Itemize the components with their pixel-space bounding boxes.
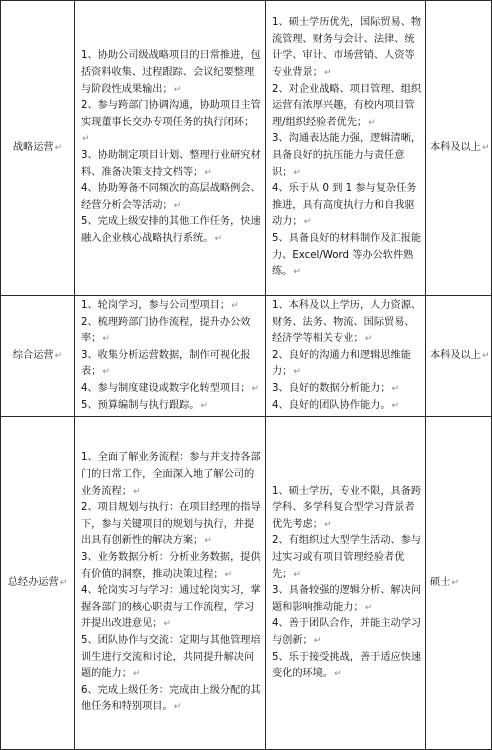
duty-item: 2、项目规划与执行：在项目经理的指导下，参与关键项目的规划与执行，并提出具有创新性的解决方案；↵: [81, 502, 261, 547]
requirement-item: 1、硕士学历优先，国际贸易、物流管理、财务与会计、法律、统计学、审计、市场营销、人资等专业背景；↵: [272, 17, 422, 79]
paragraph-mark: ↵: [82, 134, 90, 145]
education-cell: 本科及以上↵: [426, 296, 492, 417]
requirements-cell: [266, 1, 426, 296]
duties-cell: [75, 296, 266, 417]
paragraph-mark: ↵: [303, 217, 312, 228]
paragraph-mark: ↵: [293, 367, 301, 378]
requirements-cell: [266, 417, 426, 750]
duty-item: 5、团队协作与交流：定期与其他管理培训生进行交流和讨论，共同提升解决问题的能力；↵: [81, 634, 261, 680]
paragraph-mark: ↵: [200, 400, 209, 411]
paragraph-mark: ↵: [173, 84, 182, 95]
duty-item: 2、参与跨部门协调沟通，协助项目主管实现董事长交办专项任务的执行闭环；↵: [81, 100, 261, 145]
duty-item: 3、收集分析运营数据，制作可视化报表；↵: [81, 349, 251, 378]
paragraph-mark: ↵: [323, 68, 332, 79]
education-cell: 本科及以上↵: [426, 1, 492, 296]
requirement-item: 5、具备良好的材料制作及汇报能力、Excel/Word 等办公软件熟练。↵: [272, 232, 422, 278]
paragraph-mark: ↵: [251, 383, 260, 394]
duty-item: 2、梳理跨部门协作流程，提升办公效率；↵: [81, 316, 251, 345]
duty-item: 6、完成上级任务：完成由上级分配的其他任务和特别项目。↵: [81, 684, 261, 713]
paragraph-mark: ↵: [334, 669, 342, 680]
requirement-item: 1、硕士学历，专业不限，具备跨学科、多学科复合型学习背景者优先考虑；↵: [272, 485, 422, 530]
paragraph-mark: ↵: [214, 233, 222, 244]
requirement-item: 3、良好的数据分析能力；↵: [272, 382, 400, 394]
requirement-item: 4、善于团队合作，并能主动学习与创新；↵: [272, 618, 422, 646]
duties-cell: [75, 1, 266, 296]
paragraph-mark: ↵: [293, 267, 301, 278]
requirement-item: 2、对企业战略、项目管理、组织运营有浓厚兴趣，有校内项目管理/组织经验者优先；↵: [272, 83, 422, 128]
paragraph-mark: ↵: [323, 519, 332, 530]
paragraph-mark: ↵: [204, 536, 212, 547]
requirement-item: 3、具备较强的逻辑分析、解决问题和影响推动能力；↵: [272, 585, 422, 613]
position-cell: 战略运营↵: [1, 1, 75, 296]
paragraph-mark: ↵: [293, 167, 301, 178]
table-row: [1, 1, 492, 296]
education-cell: 硕士↵: [426, 417, 492, 750]
position-cell: 综合运营↵: [1, 296, 75, 417]
duty-item: 4、参与制度建设或数字化转型项目；↵: [81, 382, 260, 394]
paragraph-mark: ↵: [224, 569, 233, 580]
paragraph-mark: ↵: [132, 486, 141, 497]
duty-item: 1、全面了解业务流程：参与并支持各部门的日常工作，全面深入地了解公司的业务流程；↵: [81, 452, 261, 497]
duty-item: 5、完成上级安排的其他工作任务，快速融入企业核心战略执行系统。↵: [81, 216, 261, 244]
duty-item: 1、协助公司级战略项目的日常推进，包括资料收集、过程跟踪、会议纪要整理与阶段性成果输出；↵: [81, 50, 261, 95]
position-cell: 总经办运营↵: [1, 417, 75, 750]
requirement-item: 4、乐于从 0 到 1 参与复杂任务推进，具有高度执行力和自我驱动力；↵: [272, 183, 417, 228]
paragraph-mark: ↵: [204, 167, 212, 178]
duties-cell: [75, 417, 266, 750]
paragraph-mark: ↵: [364, 334, 373, 345]
paragraph-mark: ↵: [132, 669, 141, 680]
requirement-item: 2、良好的沟通力和逻辑思维能力；↵: [272, 349, 411, 378]
paragraph-mark: ↵: [391, 383, 400, 394]
requirement-item: 3、沟通表达能力强，逻辑清晰，具备良好的抗压能力与责任意识；↵: [272, 133, 422, 178]
requirements-cell: [266, 296, 426, 417]
duty-item: 3、业务数据分析：分析业务数据，提供有价值的洞察，推动决策过程；↵: [81, 551, 261, 580]
paragraph-mark: ↵: [231, 301, 239, 311]
paragraph-mark: ↵: [391, 400, 400, 411]
paragraph-mark: ↵: [313, 635, 322, 646]
requirement-item: 2、有组织过大型学生活动、参与过实习或有项目管理经验者优先；↵: [272, 535, 422, 580]
requirement-item: 4、良好的团队协作能力。↵: [272, 399, 400, 411]
paragraph-mark: ↵: [173, 702, 182, 713]
paragraph-mark: ↵: [364, 602, 373, 613]
table-row: [1, 417, 492, 750]
paragraph-mark: ↵: [163, 619, 172, 630]
paragraph-mark: ↵: [368, 117, 376, 128]
duty-item: 5、预算编制与执行跟踪。↵: [81, 399, 209, 411]
duty-item: 4、轮岗实习与学习：通过轮岗实习，掌握各部门的核心职责与工作流程，学习并提出改进意见；↵: [81, 585, 261, 630]
paragraph-mark: ↵: [293, 569, 301, 580]
duty-item: 1、轮岗学习，参与公司型项目；↵: [81, 300, 239, 311]
duty-item: 3、协助制定项目计划、整理行业研究材料、准备决策支持文档等；↵: [81, 150, 261, 178]
requirement-item: 5、乐于接受挑战，善于适应快速变化的环境。↵: [272, 651, 422, 680]
paragraph-mark: ↵: [102, 334, 110, 345]
paragraph-mark: ↵: [173, 200, 182, 211]
duty-item: 4、协助筹备不同频次的高层战略例会、经营分析会等活动；↵: [81, 183, 261, 211]
table-row: [1, 296, 492, 417]
requirement-item: 1、本科及以上学历，人力资源、财务、法务、物流、国际贸易、经济学等相关专业；↵: [272, 300, 422, 345]
paragraph-mark: ↵: [102, 367, 110, 378]
